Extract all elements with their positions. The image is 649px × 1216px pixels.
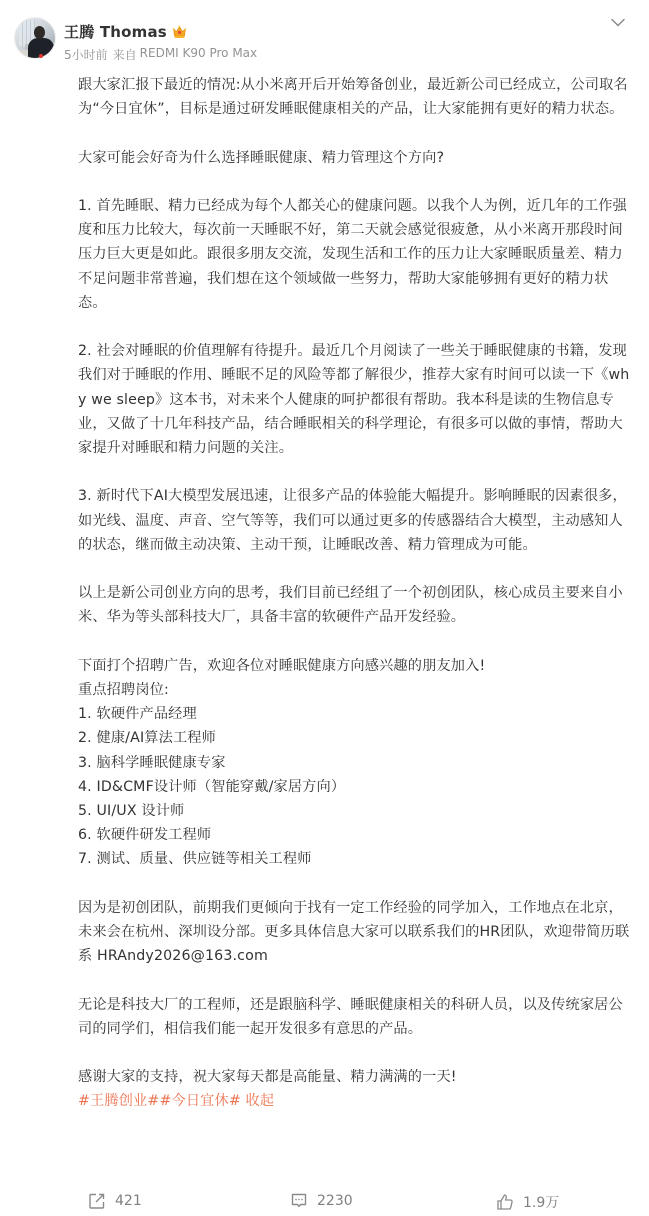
more-options-button[interactable]: [610, 14, 626, 30]
position-item: 3. 脑科学睡眠健康专家: [78, 754, 226, 771]
crown-icon: [172, 24, 187, 38]
post-paragraph-point-3: 3. 新时代下AI大模型发展迅速，让很多产品的体验能大幅提升。影响睡眠的因素很多，如光线、温度、声音、空气等等，我们可以通过更多的传感器结合大模型，主动感知人的状态，继而做主动决策、主动干预，让睡眠改善、精力管理成为可能。: [78, 488, 627, 553]
position-item: 1. 软硬件产品经理: [78, 706, 197, 723]
paragraph-gap: [78, 1041, 634, 1065]
post-header: [0, 0, 649, 68]
position-item: 7. 测试、质量、供应链等相关工程师: [78, 851, 312, 868]
paragraph-gap: [78, 557, 634, 581]
comment-count: 2230: [317, 1193, 353, 1209]
avatar-live-dot: [39, 54, 43, 58]
avatar[interactable]: [14, 17, 56, 59]
paragraph-gap: [78, 968, 634, 992]
like-icon: [496, 1193, 514, 1211]
like-button[interactable]: [496, 1192, 559, 1212]
post-meta: [64, 46, 257, 63]
collapse-link[interactable]: 收起: [245, 1093, 275, 1110]
chevron-down-icon: [611, 18, 625, 27]
paragraph-gap: [78, 315, 634, 339]
like-count: 1.9万: [523, 1195, 560, 1211]
position-item: 4. ID&CMF设计师（智能穿戴/家居方向）: [78, 778, 346, 795]
post-paragraph-point-2: 2. 社会对睡眠的价值理解有待提升。最近几个月阅读了一些关于睡眠健康的书籍，发现我们对于睡眠的作用、睡眠不足的风险等都了解很少，推荐大家有时间可以读一下《why we sleep》这本书，对未来个人健康的呵护都很有帮助。我本科是读的生物信息专业，又做了十几年科技产品，结合睡眠相关的科学理论，有很多可以做的事情，帮助大家提升对睡眠和精力问题的关注。: [78, 343, 630, 456]
paragraph-gap: [78, 460, 634, 484]
share-icon: [88, 1192, 106, 1210]
post-paragraph-invite: 无论是科技大厂的工程师，还是跟脑科学、睡眠健康相关的科研人员，以及传统家居公司的同学们，相信我们能一起开发很多有意思的产品。: [78, 996, 623, 1037]
post-time: 5小时前: [64, 48, 108, 62]
share-count: 421: [115, 1193, 142, 1209]
comment-icon: [290, 1192, 308, 1210]
share-button[interactable]: [88, 1192, 142, 1210]
post-device: REDMI K90 Pro Max: [139, 46, 258, 60]
comment-button[interactable]: [290, 1192, 353, 1210]
post-paragraph-thanks: 感谢大家的支持，祝大家每天都是高能量、精力满满的一天!: [78, 1069, 457, 1086]
positions-list: [78, 702, 634, 871]
post-body: [78, 73, 634, 1114]
position-item: 2. 健康/AI算法工程师: [78, 730, 216, 747]
position-item: 6. 软硬件研发工程师: [78, 827, 212, 844]
post-paragraph-question: 大家可能会好奇为什么选择睡眠健康、精力管理这个方向?: [78, 149, 445, 166]
avatar-person-head: [34, 26, 45, 39]
post-paragraph-point-1: 1. 首先睡眠、精力已经成为每个人都关心的健康问题。以我个人为例，近几年的工作强度和压力比较大，每次前一天睡眠不好，第二天就会感觉很疲惫，从小米离开那段时间压力巨大更是如此。跟很多朋友交流，发现生活和工作的压力让大家睡眠质量差、精力不足问题非常普遍，我们想在这个领域做一些努力，帮助大家能够拥有更好的精力状态。: [78, 197, 627, 311]
post-paragraph-recruit-intro: 下面打个招聘广告，欢迎各位对睡眠健康方向感兴趣的朋友加入!: [78, 657, 486, 674]
user-name[interactable]: 王腾 Thomas: [64, 22, 167, 41]
post-action-bar: [0, 1192, 649, 1216]
post-source-prefix: 来自: [112, 48, 137, 62]
paragraph-gap: [78, 872, 634, 896]
user-name-row: [64, 20, 187, 42]
paragraph-gap: [78, 121, 634, 145]
post-paragraph-team: 以上是新公司创业方向的思考，我们目前已经组了一个初创团队，核心成员主要来自小米、华为等头部科技大厂，具备丰富的软硬件产品开发经验。: [78, 585, 623, 626]
hashtags-row: [78, 1089, 634, 1113]
hashtag-link[interactable]: #今日宜休#: [159, 1093, 241, 1110]
paragraph-gap: [78, 630, 634, 654]
hashtag-link[interactable]: #王腾创业#: [78, 1093, 160, 1110]
post-paragraph-contact: 因为是初创团队，前期我们更倾向于找有一定工作经验的同学加入，工作地点在北京，未来会在杭州、深圳设分部。更多具体信息大家可以联系我们的HR团队，欢迎带简历联系 HRAndy2026@163.com: [78, 899, 630, 965]
paragraph-gap: [78, 170, 634, 194]
post-paragraph-intro: 跟大家汇报下最近的情况:从小米离开后开始筹备创业，最近新公司已经成立，公司取名为“今日宜休”，目标是通过研发睡眠健康相关的产品，让大家能拥有更好的精力状态。: [78, 77, 628, 118]
position-item: 5. UI/UX 设计师: [78, 803, 185, 819]
positions-title: 重点招聘岗位:: [78, 681, 169, 698]
